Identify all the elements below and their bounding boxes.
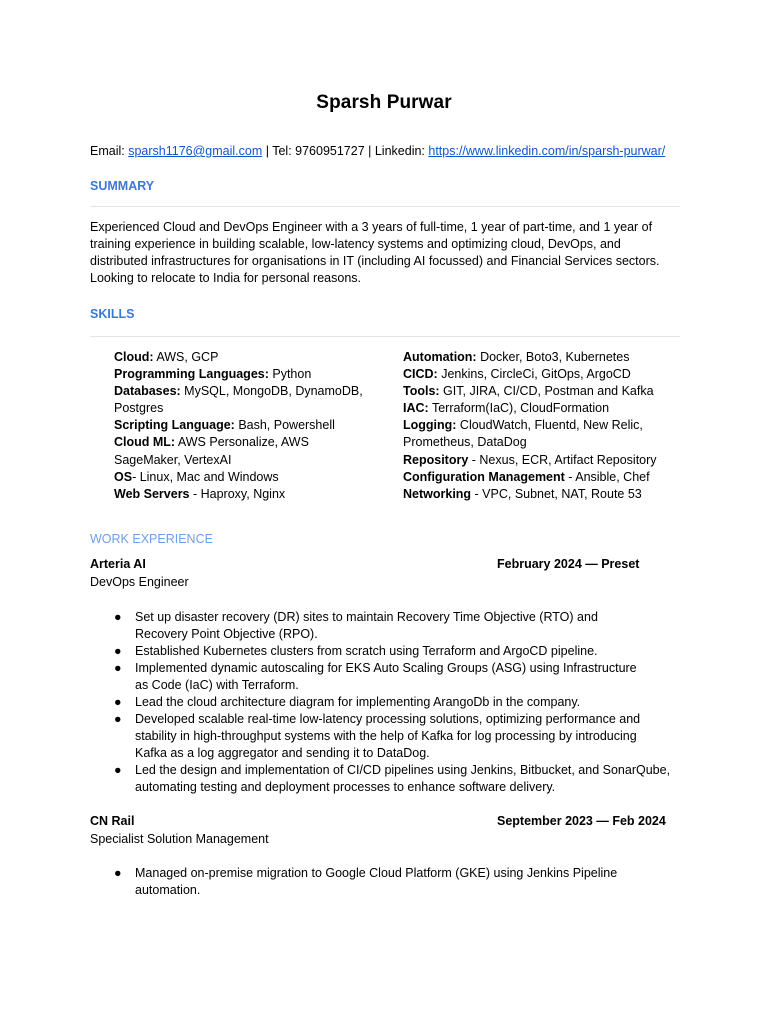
job-title: Specialist Solution Management [90, 832, 269, 846]
skill-label: OS [114, 469, 133, 484]
contact-line [90, 144, 665, 158]
skill-databases [114, 383, 376, 417]
tel-linkedin-label: | Tel: 9760951727 | Linkedin: [262, 144, 429, 158]
skill-os [114, 469, 376, 486]
skill-label: Logging: [403, 418, 457, 433]
skill-value: CloudWatch, Fluentd, New Relic, Prometheus, DataDog [403, 418, 643, 450]
list-item [90, 762, 680, 796]
skill-value: - Haproxy, Nginx [189, 486, 286, 501]
bullet-icon: ● [114, 866, 122, 880]
skill-iac [403, 400, 678, 417]
skill-web-servers [114, 486, 376, 503]
skill-value: AWS Personalize, AWS SageMaker, VertexAI [114, 435, 309, 467]
skill-logging [403, 417, 678, 451]
skill-label: Cloud ML: [114, 435, 176, 450]
linkedin-link[interactable]: https://www.linkedin.com/in/sparsh-purwar/ [428, 144, 666, 158]
skill-scripting-language [114, 417, 376, 434]
summary-text: Experienced Cloud and DevOps Engineer with a 3 years of full-time, 1 year of part-time, and 1 year of training experience in building scalable, low-latency systems and optimizing cloud, DevOps, and distributed infrastructures for organisations in IT (including AI focussed) and Financial Services sectors. Looking to relocate to India for personal reasons. [90, 220, 660, 285]
skill-cloud [114, 349, 376, 366]
skill-label: Networking [403, 486, 472, 501]
job-company: Arteria AI [90, 557, 146, 571]
skill-value: MySQL, MongoDB, DynamoDB, Postgres [114, 384, 363, 416]
skill-label: Repository [403, 452, 469, 467]
job-dates: February 2024 — Preset [497, 557, 640, 571]
skill-label: Databases: [114, 384, 181, 399]
skill-value: - Linux, Mac and Windows [132, 469, 279, 484]
skill-cicd [403, 366, 678, 383]
email-link[interactable]: sparsh1176@gmail.com [128, 144, 263, 158]
skills-right-column [403, 349, 678, 503]
skill-value: - Nexus, ECR, Artifact Repository [468, 452, 657, 467]
skill-value: Docker, Boto3, Kubernetes [476, 350, 630, 364]
bullet-text: Set up disaster recovery (DR) sites to maintain Recovery Time Objective (RTO) and Recovery Point Objective (RPO). [135, 610, 598, 641]
skill-label: Configuration Management [403, 469, 565, 484]
skill-value: - Ansible, Chef [564, 469, 650, 484]
skill-cloud-ml [114, 434, 376, 468]
list-item [90, 643, 680, 660]
skill-value: Terraform(IaC), CloudFormation [428, 401, 610, 416]
job-company: CN Rail [90, 814, 135, 828]
skills-heading: SKILLS [90, 307, 135, 321]
work-experience-heading: WORK EXPERIENCE [90, 532, 213, 546]
summary-heading: SUMMARY [90, 179, 155, 193]
skill-configuration-management [403, 469, 678, 486]
list-item [90, 660, 680, 694]
skills-left-column [114, 349, 376, 503]
bullet-text: Led the design and implementation of CI/CD pipelines using Jenkins, Bitbucket, and SonarQube, automating testing and deployment processes to enhance software delivery. [135, 763, 671, 794]
skill-repository [403, 452, 678, 469]
skills-divider [90, 336, 680, 337]
summary-divider [90, 206, 680, 207]
skill-tools [403, 383, 678, 400]
bullet-text: Implemented dynamic autoscaling for EKS Auto Scaling Groups (ASG) using Infrastructure as Code (IaC) with Terraform. [135, 661, 637, 692]
bullet-icon: ● [114, 644, 122, 658]
bullet-icon: ● [114, 695, 122, 709]
email-label: Email: [90, 144, 129, 158]
job-bullet-list [90, 865, 680, 899]
bullet-icon: ● [114, 763, 122, 777]
list-item [90, 609, 680, 643]
skill-value: Bash, Powershell [234, 418, 335, 433]
skill-label: Automation: [403, 350, 477, 364]
bullet-text: Developed scalable real-time low-latency processing solutions, optimizing performance and stability in high-throughput systems with the help of Kafka for log processing by introducing Kafka as a log aggregator and sending it to DataDog. [135, 712, 641, 760]
skill-value: Jenkins, CircleCi, GitOps, ArgoCD [437, 367, 631, 382]
bullet-icon: ● [114, 712, 122, 726]
resume-name: Sparsh Purwar [316, 92, 452, 113]
list-item [90, 694, 680, 711]
skill-value: Python [268, 367, 312, 382]
skill-label: Web Servers [114, 486, 190, 501]
job-dates: September 2023 — Feb 2024 [497, 814, 666, 828]
bullet-text: Established Kubernetes clusters from scratch using Terraform and ArgoCD pipeline. [135, 644, 598, 658]
bullet-text: Managed on-premise migration to Google Cloud Platform (GKE) using Jenkins Pipeline automation. [135, 866, 618, 897]
skill-label: Scripting Language: [114, 418, 235, 433]
bullet-icon: ● [114, 610, 122, 624]
list-item [90, 865, 680, 899]
skill-label: Tools: [403, 384, 440, 399]
skill-value: AWS, GCP [153, 350, 219, 364]
skill-label: IAC: [403, 401, 429, 416]
bullet-text: Lead the cloud architecture diagram for implementing ArangoDb in the company. [135, 695, 581, 709]
skill-value: - VPC, Subnet, NAT, Route 53 [471, 486, 642, 501]
skill-networking [403, 486, 678, 503]
bullet-icon: ● [114, 661, 122, 675]
skill-label: Cloud: [114, 350, 154, 364]
job-bullet-list [90, 609, 680, 796]
skill-automation [403, 349, 678, 366]
skill-label: Programming Languages: [114, 367, 269, 382]
job-title: DevOps Engineer [90, 575, 189, 589]
skill-programming-languages [114, 366, 376, 383]
skill-value: GIT, JIRA, CI/CD, Postman and Kafka [439, 384, 654, 399]
skill-label: CICD: [403, 367, 438, 382]
list-item [90, 711, 680, 762]
